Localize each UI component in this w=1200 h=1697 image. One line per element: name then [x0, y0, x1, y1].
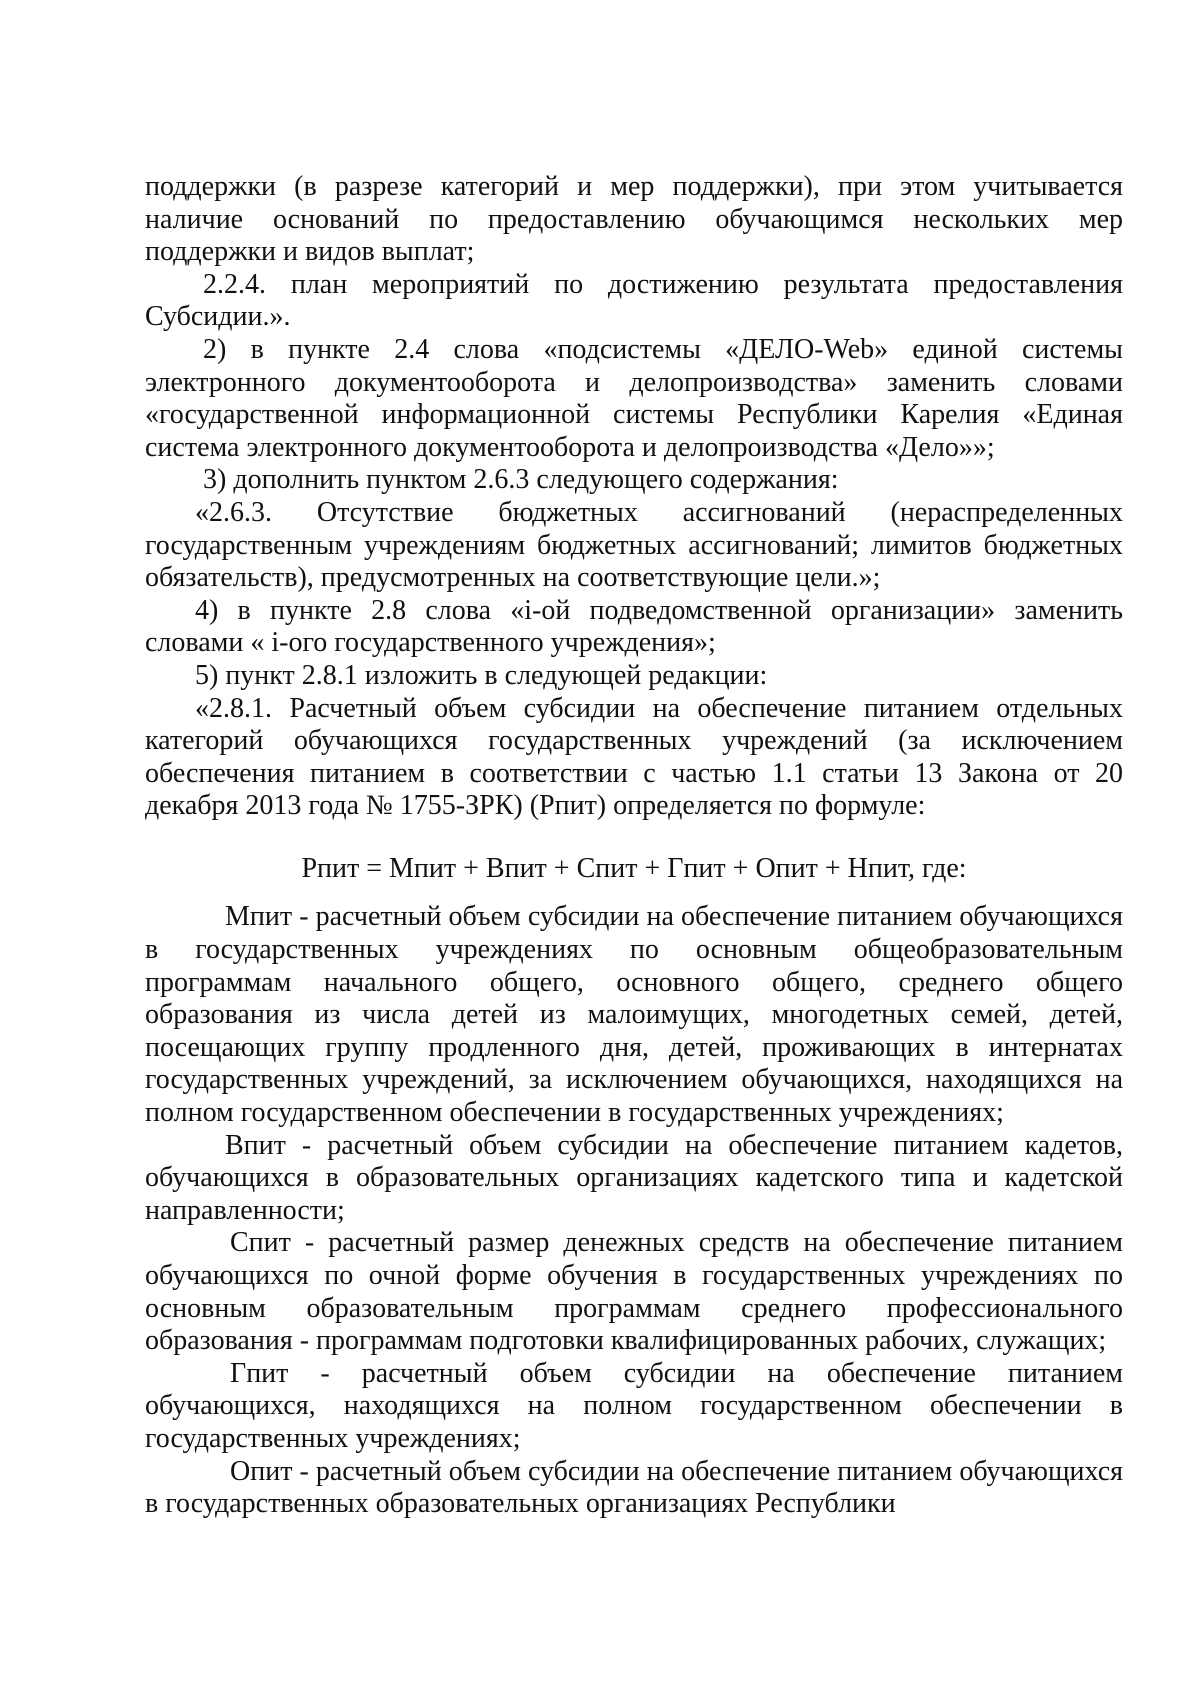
- definition-gpit: Гпит - расчетный объем субсидии на обеспечение питанием обучающихся, находящихся на полном государственном обеспечении в государственных учреждениях;: [145, 1357, 1123, 1454]
- document-body: [145, 171, 1123, 1521]
- paragraph-item-3: 3) дополнить пунктом 2.6.3 следующего содержания:: [203, 464, 839, 496]
- definition-mpit: Мпит - расчетный объем субсидии на обеспечение питанием обучающихся в государственных учреждениях по основным общеобразовательным программам начального общего, основного общего, среднего общего образования из числа детей из малоимущих, многодетных семей, детей, посещающих группу продленного дня, детей, проживающих в интернатах государственных учреждений, за исключением обучающихся, находящихся на полном государственном обеспечении в государственных учреждениях;: [145, 901, 1123, 1129]
- formula: Рпит = Мпит + Впит + Спит + Гпит + Опит + Нпит, где:: [301, 852, 967, 884]
- paragraph-2-8-1: «2.8.1. Расчетный объем субсидии на обеспечение питанием отдельных категорий обучающихся государственных учреждений (за исключением обеспечения питанием в соответствии с частью 1.1 статьи 13 Закона от 20 декабря 2013 года № 1755-ЗРК) (Рпит) определяется по формуле:: [145, 692, 1123, 822]
- definition-opit: Опит - расчетный объем субсидии на обеспечение питанием обучающихся в государственных образовательных организациях Республики: [145, 1455, 1123, 1520]
- definition-spit: Спит - расчетный размер денежных средств на обеспечение питанием обучающихся по очной форме обучения в государственных учреждениях по основным образовательным программам среднего профессионального образования - программам подготовки квалифицированных рабочих, служащих;: [145, 1227, 1123, 1357]
- paragraph-continuation: поддержки (в разрезе категорий и мер поддержки), при этом учитывается наличие оснований по предоставлению обучающимся нескольких мер поддержки и видов выплат;: [145, 171, 1123, 268]
- definition-vpit: Впит - расчетный объем субсидии на обеспечение питанием кадетов, обучающихся в образовательных организациях кадетского типа и кадетской направленности;: [145, 1129, 1123, 1226]
- paragraph-item-2: 2) в пункте 2.4 слова «подсистемы «ДЕЛО-Web» единой системы электронного документооборота и делопроизводства» заменить словами «государственной информационной системы Республики Карелия «Единая система электронного документооборота и делопроизводства «Дело»»;: [145, 333, 1123, 463]
- paragraph-2-2-4: 2.2.4. план мероприятий по достижению результата предоставления Субсидии.».: [145, 268, 1123, 333]
- paragraph-2-6-3: «2.6.3. Отсутствие бюджетных ассигнований (нераспределенных государственным учреждениям бюджетных ассигнований; лимитов бюджетных обязательств), предусмотренных на соответствующие цели.»;: [145, 496, 1123, 594]
- paragraph-item-4: 4) в пункте 2.8 слова «i-ой подведомственной организации» заменить словами « i-ого государственного учреждения»;: [145, 594, 1123, 659]
- paragraph-item-5: 5) пункт 2.8.1 изложить в следующей редакции:: [195, 659, 768, 691]
